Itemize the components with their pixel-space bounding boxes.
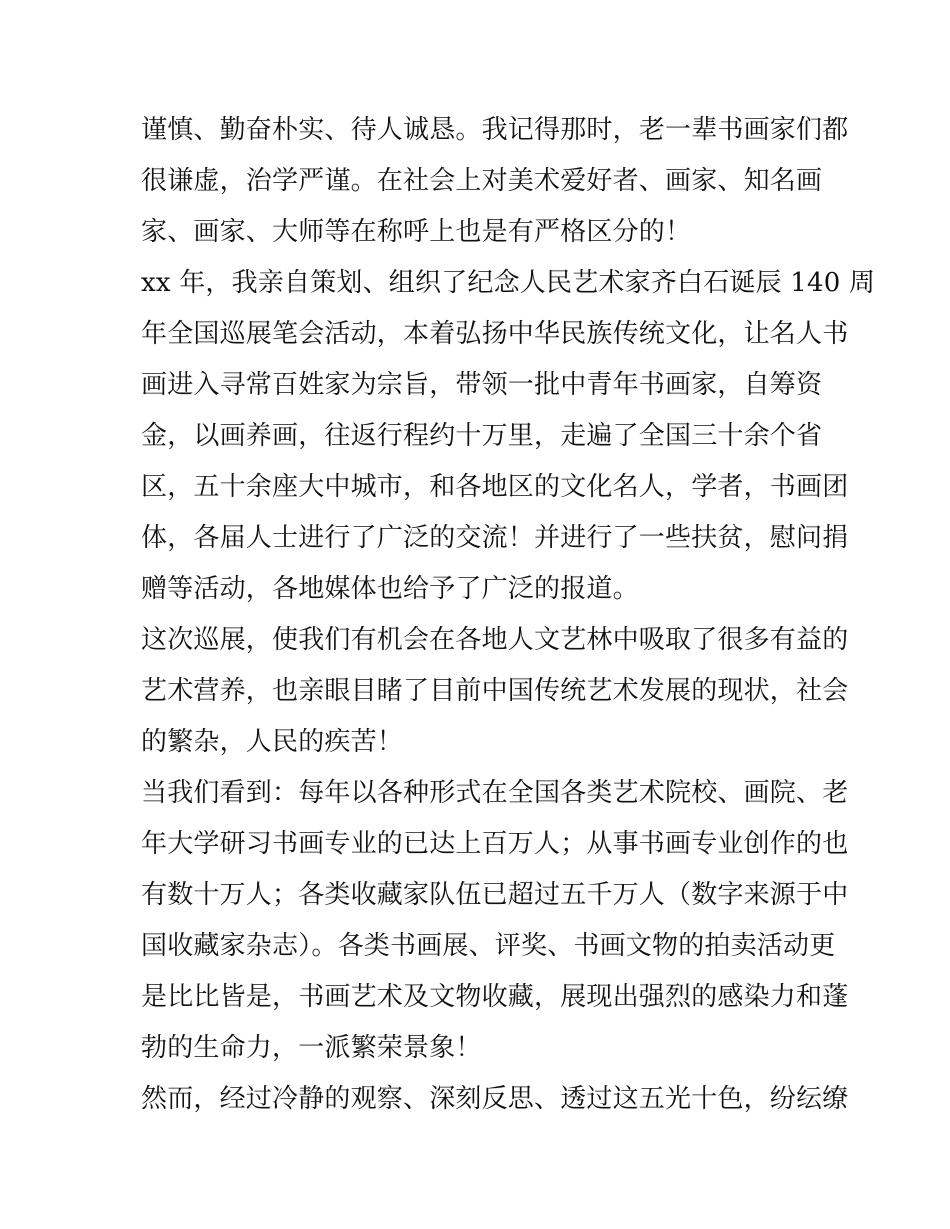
text-line: 然而，经过冷静的观察、深刻反思、透过这五光十色，纷纭缭 xyxy=(141,1084,849,1114)
text-line: 区，五十余座大中城市，和各地区的文化名人，学者，书画团 xyxy=(141,472,849,502)
text-line: 画进入寻常百姓家为宗旨，带领一批中青年书画家，自筹资 xyxy=(141,370,823,400)
paragraph-2 xyxy=(141,262,876,619)
text-line: 是比比皆是，书画艺术及文物收藏，展现出强烈的感染力和蓬 xyxy=(141,982,849,1012)
paragraph-1 xyxy=(141,109,849,262)
text-line: 勃的生命力，一派繁荣景象！ xyxy=(141,1033,482,1063)
text-line: 国收藏家杂志）。各类书画展、评奖、书画文物的拍卖活动更 xyxy=(141,931,836,961)
paragraph-4 xyxy=(141,772,849,1078)
text-line: 赠等活动，各地媒体也给予了广泛的报道。 xyxy=(141,574,639,604)
paragraph-3 xyxy=(141,619,849,772)
text-line: 金，以画养画，往返行程约十万里，走遍了全国三十余个省 xyxy=(141,421,823,451)
paragraph-5 xyxy=(141,1078,849,1129)
document-body xyxy=(141,109,876,1129)
text-line: 年全国巡展笔会活动，本着弘扬中华民族传统文化，让名人书 xyxy=(141,319,849,349)
text-line: 很谦虚，治学严谨。在社会上对美术爱好者、画家、知名画 xyxy=(141,166,823,196)
text-line: 有数十万人；各类收藏家队伍已超过五千万人（数字来源于中 xyxy=(141,880,849,910)
text-line: 当我们看到：每年以各种形式在全国各类艺术院校、画院、老 xyxy=(141,778,849,808)
text-line: 家、画家、大师等在称呼上也是有严格区分的！ xyxy=(141,217,692,247)
text-line: 这次巡展，使我们有机会在各地人文艺林中吸取了很多有益的 xyxy=(141,625,849,655)
text-line: 艺术营养，也亲眼目睹了目前中国传统艺术发展的现状，社会 xyxy=(141,676,849,706)
text-line: 谨慎、勤奋朴实、待人诚恳。我记得那时，老一辈书画家们都 xyxy=(141,115,849,145)
text-line: 年大学研习书画专业的已达上百万人；从事书画专业创作的也 xyxy=(141,829,849,859)
text-line: xx 年，我亲自策划、组织了纪念人民艺术家齐白石诞辰 140 周 xyxy=(141,268,876,298)
text-line: 的繁杂，人民的疾苦！ xyxy=(141,727,404,757)
text-line: 体，各届人士进行了广泛的交流！并进行了一些扶贫，慰问捐 xyxy=(141,523,849,553)
